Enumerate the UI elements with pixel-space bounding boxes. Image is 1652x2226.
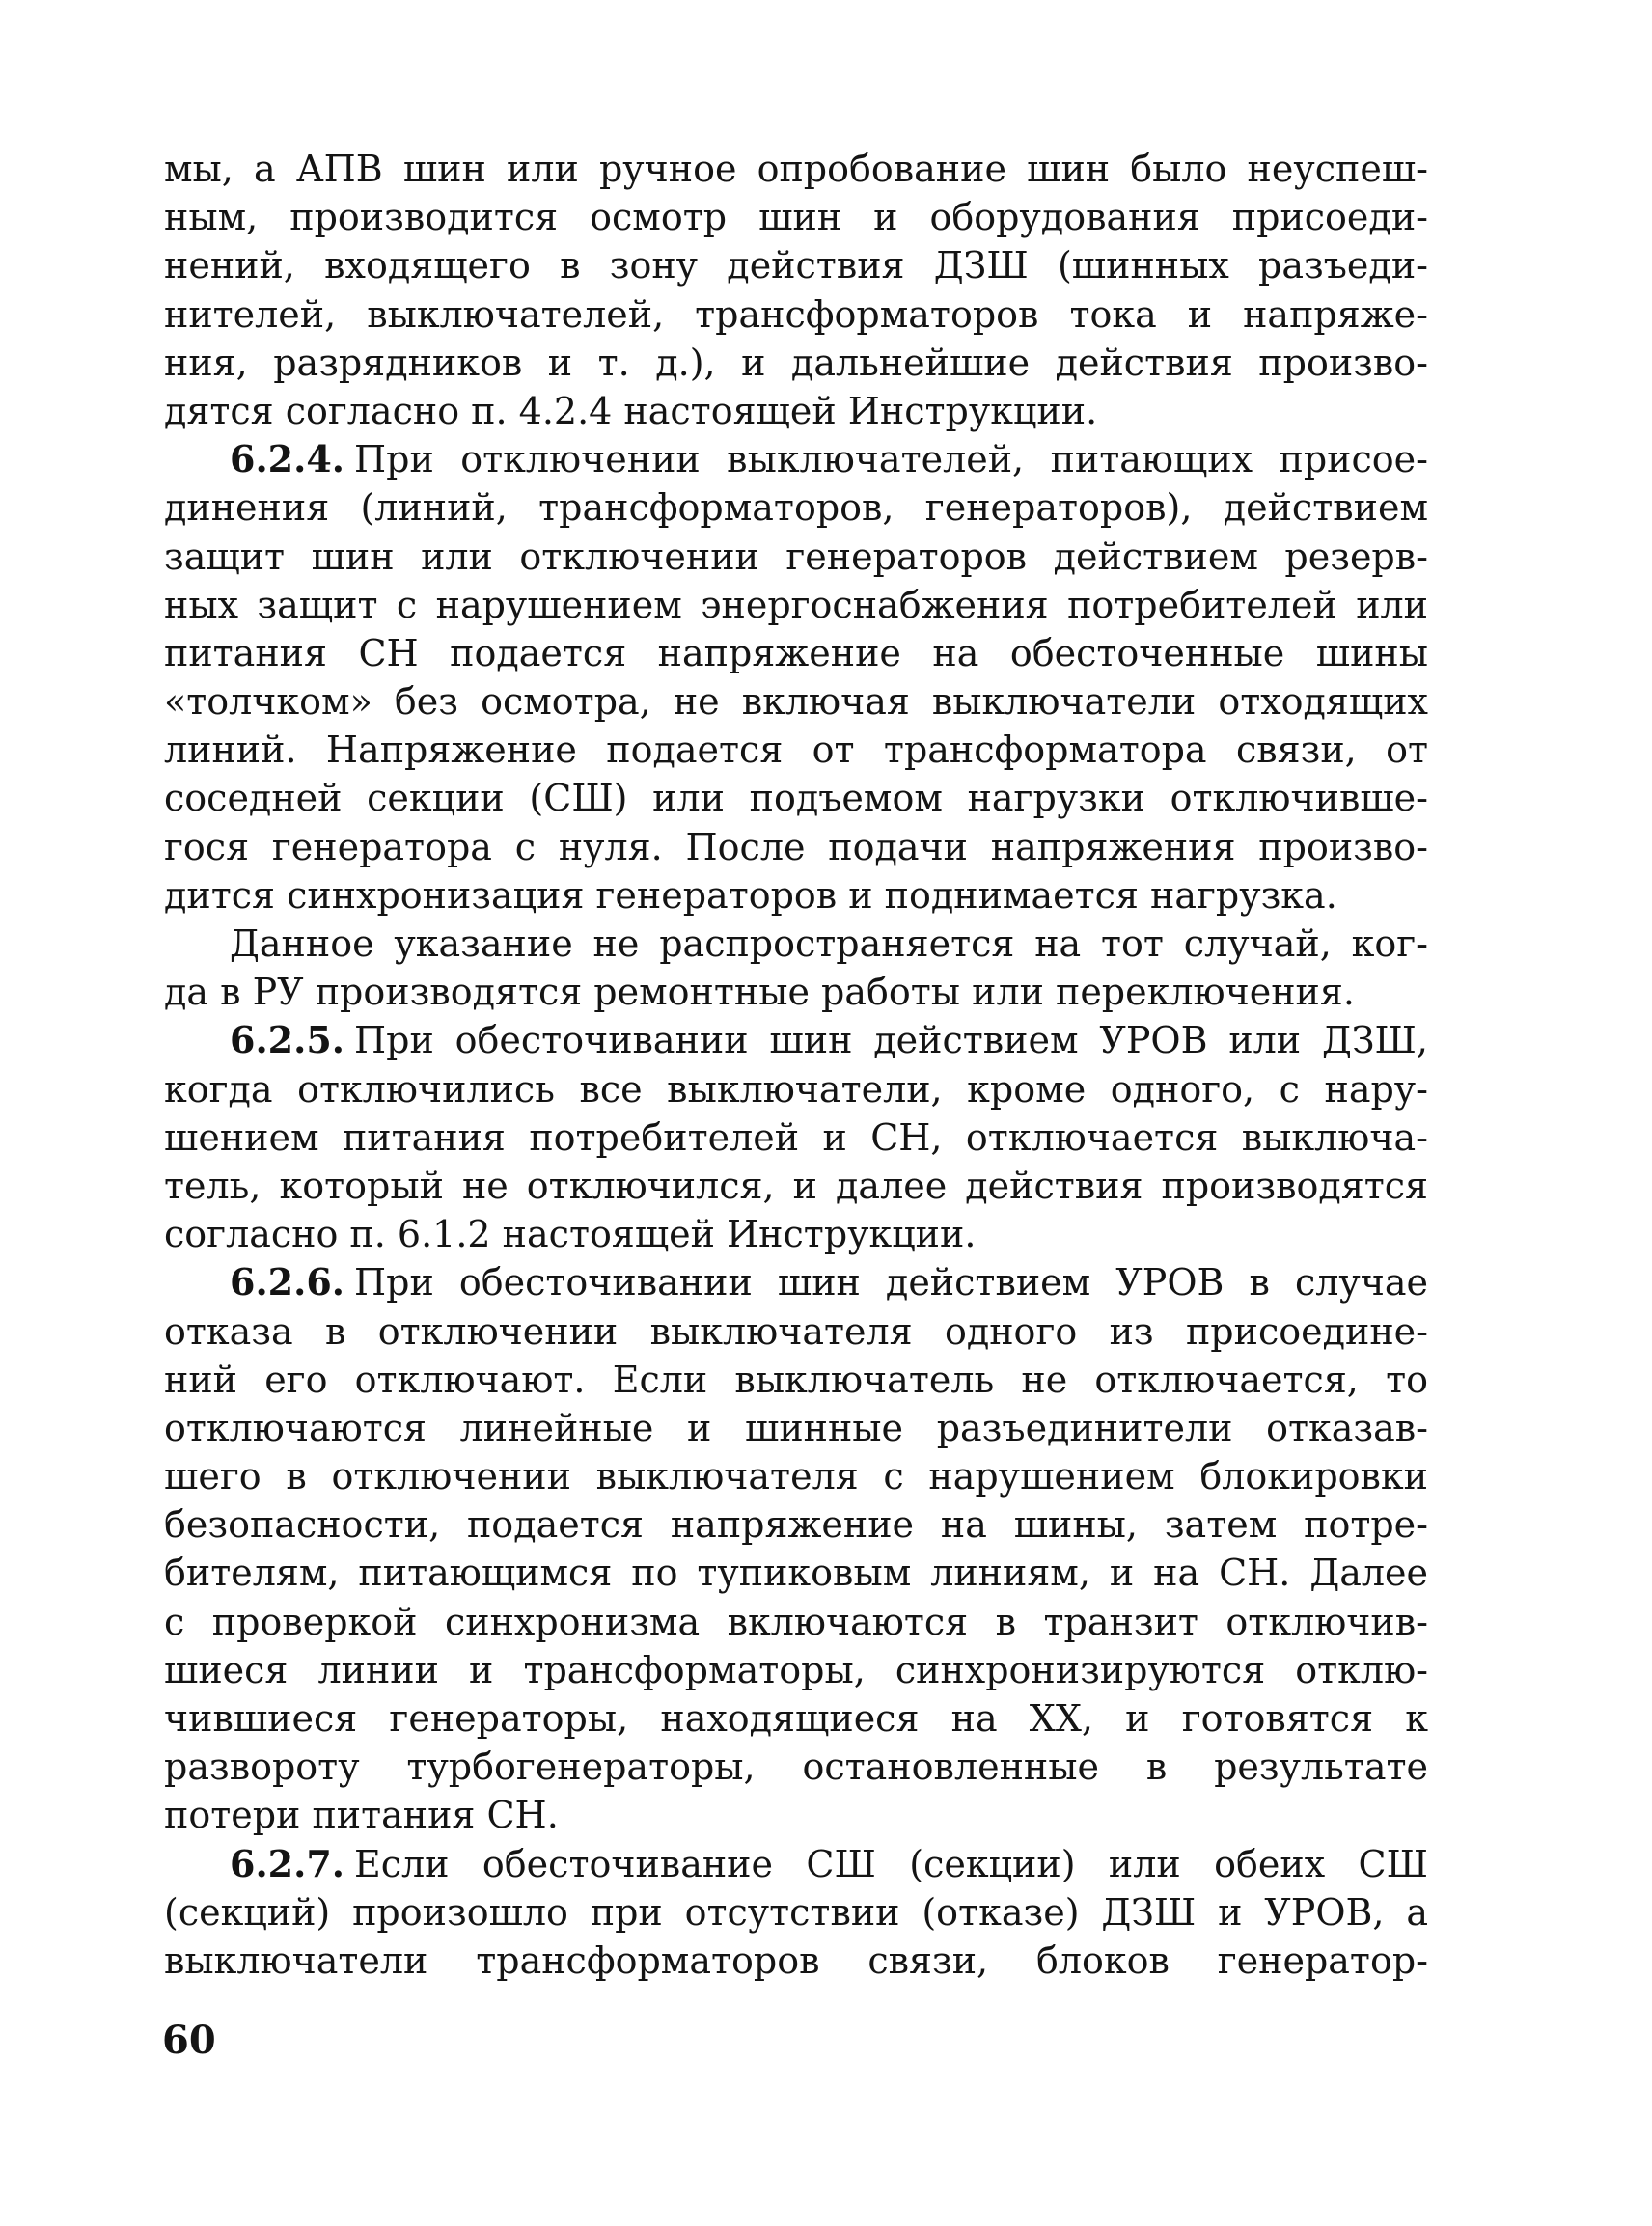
text-line: развороту турбогенераторы, остановленные в результате <box>164 1745 1428 1789</box>
text-line: дится синхронизация генераторов и поднимается нагрузка. <box>164 873 1337 917</box>
section-number: 6.2.7. <box>230 1841 345 1885</box>
text-line: нителей, выключателей, трансформаторов тока и напряже- <box>164 292 1428 336</box>
text-line: ных защит с нарушением энергоснабжения потребителей или <box>164 583 1428 626</box>
text-line: соседней секции (СШ) или подъемом нагрузки отключивше- <box>164 777 1428 820</box>
text-line: мы, а АПВ шин или ручное опробование шин было неуспеш- <box>164 148 1428 190</box>
page-body <box>164 145 1428 1985</box>
text-line: безопасности, подается напряжение на шины, затем потре- <box>164 1503 1428 1547</box>
text-line: защит шин или отключении генераторов действием резерв- <box>164 535 1428 578</box>
text-line: да в РУ производятся ремонтные работы или переключения. <box>164 971 1355 1014</box>
paragraph <box>164 1258 1428 1839</box>
text-line: ний его отключают. Если выключатель не отключается, то <box>164 1358 1428 1401</box>
text-line: (секций) произошло при отсутствии (отказе) ДЗШ и УРОВ, а <box>164 1890 1428 1934</box>
section-number: 6.2.4. <box>230 437 345 481</box>
text-line: питания СН подается напряжение на обесточенные шины <box>164 631 1428 674</box>
text-line <box>164 435 1428 483</box>
text-line: выключатели трансформаторов связи, блоков генератор- <box>164 1938 1428 1982</box>
text-line: «толчком» без осмотра, не включая выключатели отходящих <box>164 680 1428 724</box>
page-number: 60 <box>162 2018 216 2063</box>
text-line: тель, который не отключился, и далее действия производятся <box>164 1164 1428 1207</box>
text-line: бителям, питающимся по тупиковым линиям, и на СН. Далее <box>164 1552 1428 1595</box>
section-number: 6.2.5. <box>230 1018 345 1062</box>
text-line: Данное указание не распространяется на тот случай, ког- <box>230 922 1428 965</box>
text-line-content: Если обесточивание СШ (секции) или обеих СШ <box>354 1842 1428 1885</box>
text-line: согласно п. 6.1.2 настоящей Инструкции. <box>164 1213 977 1256</box>
text-line <box>164 1016 1428 1064</box>
paragraph <box>164 435 1428 920</box>
text-line: с проверкой синхронизма включаются в транзит отключив- <box>164 1600 1428 1643</box>
text-line: отказа в отключении выключателя одного из присоедине- <box>164 1309 1428 1353</box>
text-line: потери питания СН. <box>164 1794 559 1837</box>
text-line: когда отключились все выключатели, кроме одного, с нару- <box>164 1067 1428 1111</box>
text-line: нений, входящего в зону действия ДЗШ (шинных разъеди- <box>164 244 1428 288</box>
paragraph <box>164 1016 1428 1258</box>
text-line: ния, разрядников и т. д.), и дальнейшие действия произво- <box>164 341 1428 384</box>
text-line <box>164 1840 1428 1888</box>
paragraph <box>164 920 1428 1016</box>
text-line: гося генератора с нуля. После подачи напряжения произво- <box>164 825 1428 868</box>
text-line-content: При обесточивании шин действием УРОВ в случае <box>354 1261 1428 1305</box>
text-line: шиеся линии и трансформаторы, синхронизируются отклю- <box>164 1648 1428 1691</box>
text-line: линий. Напряжение подается от трансформатора связи, от <box>164 728 1428 772</box>
text-line: отключаются линейные и шинные разъединители отказав- <box>164 1406 1428 1449</box>
paragraph <box>164 145 1428 435</box>
text-line <box>164 1258 1428 1306</box>
text-line-content: При отключении выключателей, питающих присое- <box>354 438 1428 481</box>
text-line: дятся согласно п. 4.2.4 настоящей Инструкции. <box>164 389 1098 432</box>
section-number: 6.2.6. <box>230 1260 345 1305</box>
paragraph <box>164 1840 1428 1986</box>
text-line: шего в отключении выключателя с нарушением блокировки <box>164 1455 1428 1498</box>
text-line: шением питания потребителей и СН, отключается выключа- <box>164 1115 1428 1159</box>
text-line: динения (линий, трансформаторов, генераторов), действием <box>164 486 1428 530</box>
text-line: чившиеся генераторы, находящиеся на ХХ, и готовятся к <box>164 1697 1428 1740</box>
text-line: ным, производится осмотр шин и оборудования присоеди- <box>164 196 1428 239</box>
text-line-content: При обесточивании шин действием УРОВ или ДЗШ, <box>354 1019 1428 1062</box>
